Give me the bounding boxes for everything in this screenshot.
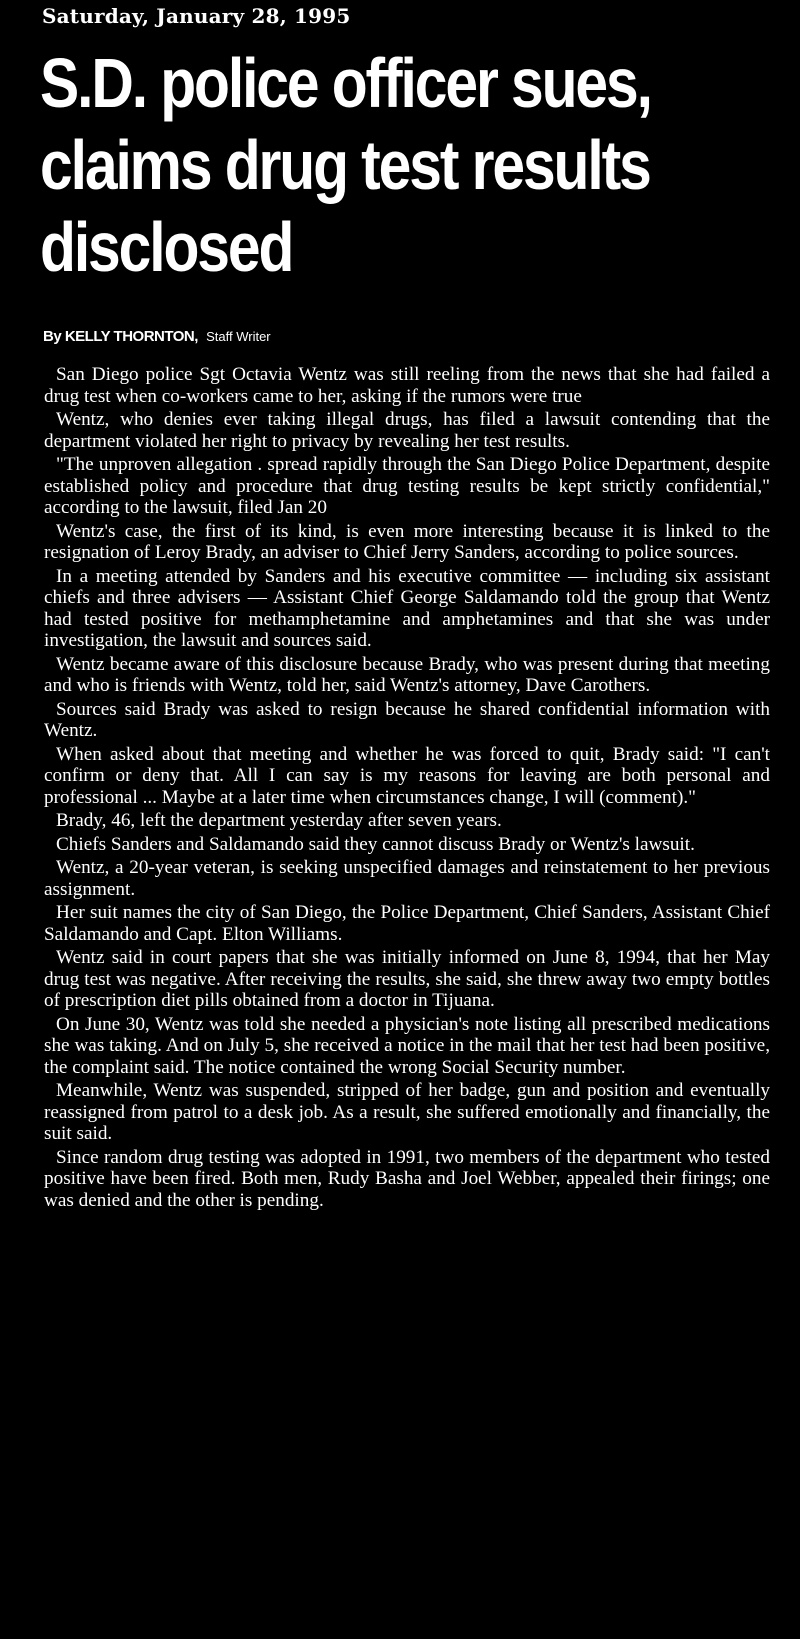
headline-line-3: disclosed [40,208,293,286]
headline [40,42,675,288]
paragraph: Chiefs Sanders and Saldamando said they cannot discuss Brady or Wentz's lawsuit. [56,833,695,855]
paragraph: Brady, 46, left the department yesterday after seven years. [56,810,502,831]
headline-line-2: claims drug test results [40,126,650,204]
paragraph: Wentz became aware of this disclosure because Brady, who was present during that meeting and who is friends with Wentz, told her, said Wentz's attorney, Dave Carothers. [44,653,770,696]
paragraph: Wentz said in court papers that she was initially informed on June 8, 1994, that her May drug test was negative. After receiving the results, she said, she threw away two empty bottles of prescription diet pills obtained from a doctor in Tijuana. [44,947,770,1011]
article-body [44,364,770,1213]
paragraph: Since random drug testing was adopted in 1991, two members of the department who tested positive have been fired. Both men, Rudy Basha and Joel Webber, appealed their firings; one was denied and the other is pending. [44,1146,770,1211]
byline-author: By KELLY THORNTON, [43,328,198,345]
paragraph: Her suit names the city of San Diego, the Police Department, Chief Sanders, Assistant Chief Saldamando and Capt. Elton Williams. [44,902,770,945]
byline-role: Staff Writer [206,329,271,344]
paragraph: Sources said Brady was asked to resign because he shared confidential information with Wentz. [44,698,770,741]
dateline: Saturday, January 28, 1995 [42,4,351,28]
paragraph: "The unproven allegation . spread rapidly through the San Diego Police Department, despite established policy and procedure that drug testing results be kept strictly confidential," according to the lawsuit, filed Jan 20 [44,454,770,518]
paragraph: When asked about that meeting and whether he was forced to quit, Brady said: "I can't confirm or deny that. All I can say is my reasons for leaving are both personal and professional ... Maybe at a later time when circumstances change, I will (comment)." [44,743,770,808]
paragraph: Wentz, a 20-year veteran, is seeking unspecified damages and reinstatement to her previous assignment. [44,857,770,900]
byline [43,328,271,345]
headline-line-1: S.D. police officer sues, [40,44,651,122]
paragraph: Meanwhile, Wentz was suspended, stripped of her badge, gun and position and eventually reassigned from patrol to a desk job. As a result, she suffered emotionally and financially, the suit said. [44,1080,770,1144]
paragraph: Wentz's case, the first of its kind, is even more interesting because it is linked to the resignation of Leroy Brady, an adviser to Chief Jerry Sanders, according to police sources. [44,520,770,563]
paragraph: On June 30, Wentz was told she needed a physician's note listing all prescribed medications she was taking. And on July 5, she received a notice in the mail that her test had been positive, the complaint said. The notice contained the wrong Social Security number. [44,1013,770,1078]
paragraph: In a meeting attended by Sanders and his executive committee — including six assistant chiefs and three advisers — Assistant Chief George Saldamando told the group that Wentz had tested positive for methamphetamine and amphetamines and that she was under investigation, the lawsuit and sources said. [44,565,770,651]
paragraph: Wentz, who denies ever taking illegal drugs, has filed a lawsuit contending that the department violated her right to privacy by revealing her test results. [44,409,770,452]
paragraph: San Diego police Sgt Octavia Wentz was still reeling from the news that she had failed a drug test when co-workers came to her, asking if the rumors were true [44,364,770,407]
